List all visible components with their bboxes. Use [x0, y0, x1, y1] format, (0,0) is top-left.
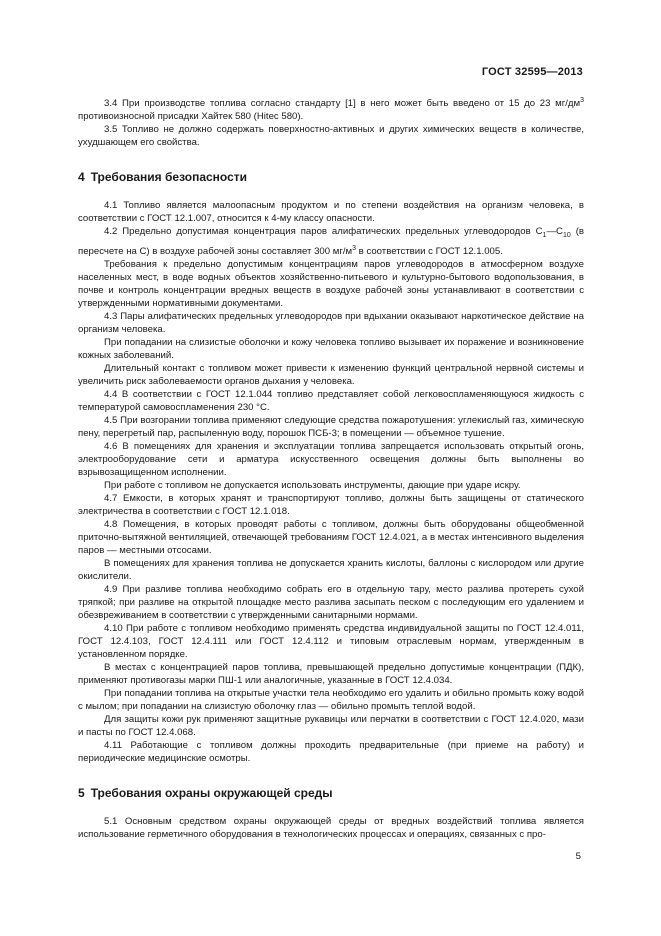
section-number: 5 [78, 786, 85, 801]
paragraph [78, 123, 584, 149]
paragraph-text: 4.11 Работающие с топливом должны проходить предварительные (при приеме на работу) и периодические медицинские осмотры. [78, 740, 584, 765]
paragraph-text: 4.8 Помещения, в которых проводят работы с топливом, должны быть оборудованы общеобменной приточно-вытяжной вентиляцией, отвечающей требованиям ГОСТ 12.4.021, а в местах интенсивного выделения паров — местными отсосами. [78, 519, 584, 557]
page-number: 5 [575, 851, 581, 862]
paragraph [78, 492, 584, 518]
paragraph-text: противоизносной присадки Хайтек 580 (Hitec 580). [78, 111, 304, 123]
paragraph-text: 4.6 В помещениях для хранения и эксплуатации топлива запрещается использовать открытый огонь, электрооборудование сети и арматура искусственного освещения должны быть выполнены во взрывозащищенном исполнении. [78, 441, 584, 479]
document-body [78, 94, 584, 841]
paragraph-text: В помещениях для хранения топлива не допускается хранить кислоты, баллоны с кислородом или другие окислители. [78, 558, 584, 583]
paragraph [78, 739, 584, 765]
paragraph [78, 310, 584, 336]
document-code: ГОСТ 32595—2013 [481, 66, 583, 78]
superscript: 3 [580, 97, 584, 104]
paragraph-text: 4.5 При возгорании топлива применяют следующие средства пожаротушения: углекислый газ, химическую пену, перегретый пар, распыленную воду, порошок ПСБ-3; в помещении — объемное тушение. [78, 415, 584, 440]
superscript: 3 [352, 245, 357, 253]
paragraph-text: (в пересчете на С) в воздухе рабочей зоны составляет 300 мг/м [78, 226, 584, 258]
paragraph-text: В местах с концентрацией паров топлива, превышающей предельно допустимые концентрации (ПДК), применяют противогазы марки ПШ-1 или аналогичные, указанные в ГОСТ 12.4.034. [78, 662, 584, 687]
paragraph-text: —С [546, 226, 563, 238]
paragraph-text: При работе с топливом не допускается использовать инструменты, дающие при ударе искру. [104, 480, 521, 492]
paragraph [78, 362, 584, 388]
paragraph [78, 199, 584, 225]
paragraph [78, 713, 584, 739]
subscript: 10 [562, 232, 571, 240]
paragraph-text: 5.1 Основным средством охраны окружающей среды от вредных воздействий топлива является использование герметичного оборудования в технологических процессах и операциях, связанных с про- [78, 816, 584, 841]
paragraph [78, 518, 584, 557]
paragraph-text: При попадании топлива на открытые участки тела необходимо его удалить и обильно промыть кожу водой с мылом; при попадании на слизистую оболочку глаз — обильно промыть теплой водой. [78, 688, 584, 713]
paragraph-text: 4.1 Топливо является малоопасным продуктом и по степени воздействия на организм человека, в соответствии с ГОСТ 12.1.007, относится к 4-му классу опасности. [78, 200, 584, 225]
section-heading [78, 171, 584, 184]
paragraph-text: 3.5 Топливо не должно содержать поверхностно-активных и других химических веществ в количестве, ухудшающем его свойства. [78, 124, 584, 149]
section-number: 4 [78, 170, 85, 185]
paragraph-text: 4.3 Пары алифатических предельных углеводородов при вдыхании оказывают наркотическое действие на организм человека. [78, 311, 584, 336]
paragraph-text: При попадании на слизистые оболочки и кожу человека топливо вызывает их поражение и возникновение кожных заболеваний. [78, 337, 584, 362]
paragraph [78, 622, 584, 661]
paragraph-text: 4.2 Предельно допустимая концентрация паров алифатических предельных углеводородов С [104, 226, 543, 238]
paragraph [78, 687, 584, 713]
paragraph [78, 815, 584, 841]
paragraph [78, 388, 584, 414]
paragraph [78, 583, 584, 622]
paragraph [78, 440, 584, 479]
paragraph-text: 3.4 При производстве топлива согласно стандарту [1] в него может быть введено от 15 до 23 мг/дм [104, 98, 581, 110]
paragraph-text: 4.9 При разливе топлива необходимо собрать его в отдельную тару, место разлива протереть сухой тряпкой; при разливе на открытой площадке место разлива засыпать песком с последующим его удалением и обезвреживанием в соответствии с утвержденными санитарными нормами. [78, 584, 584, 622]
paragraph [78, 557, 584, 583]
paragraph [78, 479, 584, 492]
subscript: 1 [542, 232, 547, 240]
paragraph-text: Для защиты кожи рук применяют защитные рукавицы или перчатки в соответствии с ГОСТ 12.4.020, мази и пасты по ГОСТ 12.4.068. [78, 714, 584, 739]
paragraph-text: 4.4 В соответствии с ГОСТ 12.1.044 топливо представляет собой легковоспламеняющуюся жидкость с температурой самовоспламенения 230 °С. [78, 389, 584, 414]
paragraph-text: 4.10 При работе с топливом необходимо применять средства индивидуальной защиты по ГОСТ 12.4.011, ГОСТ 12.4.103, ГОСТ 12.4.111 или ГОСТ 12.4.112 и типовым отраслевым нормам, утвержденным в установленном порядке. [78, 623, 584, 661]
paragraph-text: Требования к предельно допустимым концентрациям паров углеводородов в атмосферном воздухе населенных мест, в воде водных объектов хозяйственно-питьевого и культурно-бытового водопользования, в почве и контроль концентрации вредных веществ в воздухе рабочей зоны устанавливают в соответствии с утвержденными нормативными документами. [78, 259, 584, 310]
paragraph [78, 258, 584, 310]
section-title: Требования безопасности [90, 170, 248, 185]
paragraph [78, 225, 584, 258]
paragraph [78, 336, 584, 362]
paragraph [78, 661, 584, 687]
paragraph-text: в соответствии с ГОСТ 12.1.005. [356, 246, 503, 258]
section-heading [78, 787, 584, 800]
section-title: Требования охраны окружающей среды [90, 786, 333, 801]
paragraph-text: 4.7 Емкости, в которых хранят и транспортируют топливо, должны быть защищены от статического электричества в соответствии с ГОСТ 12.1.018. [78, 493, 584, 518]
paragraph [78, 94, 584, 123]
paragraph [78, 414, 584, 440]
paragraph-text: Длительный контакт с топливом может привести к изменению функций центральной нервной системы и увеличить риск заболеваемости органов дыхания у человека. [78, 363, 584, 388]
